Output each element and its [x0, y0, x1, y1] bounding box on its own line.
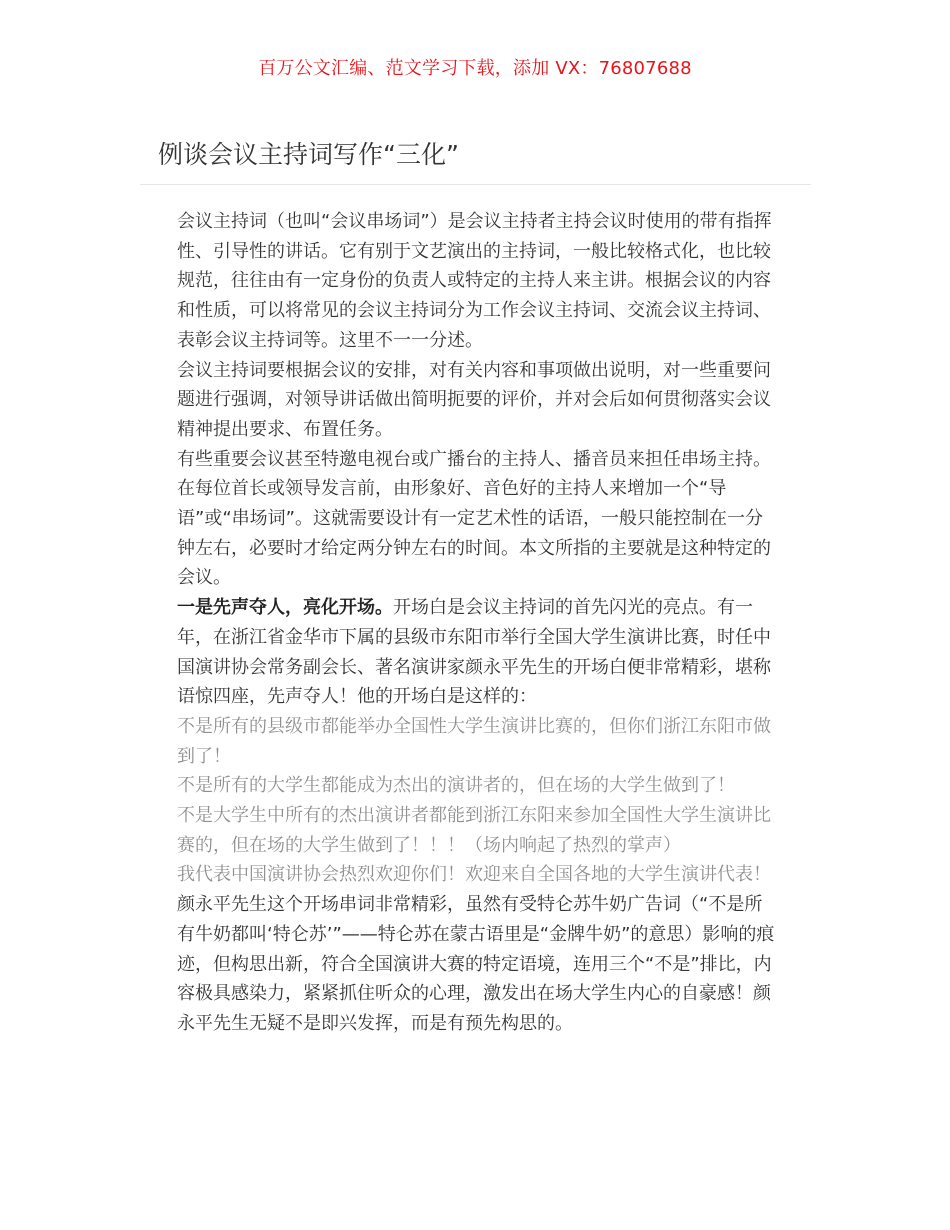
paragraph-special-meetings: 有些重要会议甚至特邀电视台或广播台的主持人、播音员来担任串场主持。在每位首长或领导发言前，由形象好、音色好的主持人来增加一个“导语”或“串场词”。这就需要设计有一定艺术性的话语，一般只能控制在一分钟左右，必要时才给定两分钟左右的时间。本文所指的主要就是这种特定的会议。	[177, 448, 771, 589]
paragraph-purpose: 会议主持词要根据会议的安排，对有关内容和事项做出说明，对一些重要问题进行强调，对领导讲话做出简明扼要的评价，并对会后如何贯彻落实会议精神提出要求、布置任务。	[177, 359, 771, 440]
article-body	[177, 207, 775, 1039]
article-title: 例谈会议主持词写作“三化”	[158, 140, 459, 169]
point-one-text: 开场白是会议主持词的首先闪光的亮点。有一年，在浙江省金华市下属的县级市东阳市举行全国大学生演讲比赛，时任中国演讲协会常务副会长、著名演讲家颜永平先生的开场白便非常精彩，堪称语惊四座，先声夺人！他的开场白是这样的：	[177, 597, 771, 708]
quote-line-4: 我代表中国演讲协会热烈欢迎你们！欢迎来自全国各地的大学生演讲代表！	[177, 864, 771, 886]
title-divider	[140, 184, 811, 185]
quote-line-1: 不是所有的县级市都能举办全国性大学生演讲比赛的，但你们浙江东阳市做到了！	[177, 715, 771, 767]
paragraph-point-one	[177, 593, 775, 712]
paragraph-analysis: 颜永平先生这个开场串词非常精彩，虽然有受特仑苏牛奶广告词（“不是所有牛奶都叫‘特仑苏’”——特仑苏在蒙古语里是“金牌牛奶”的意思）影响的痕迹，但构思出新，符合全国演讲大赛的特定语境，连用三个“不是”排比，内容极具感染力，紧紧抓住听众的心理，激发出在场大学生内心的自豪感！颜永平先生无疑不是即兴发挥，而是有预先构思的。	[177, 894, 775, 1034]
point-one-lead: 一是先声夺人，亮化开场。	[177, 597, 393, 619]
quote-line-2: 不是所有的大学生都能成为杰出的演讲者的，但在场的大学生做到了！	[177, 775, 735, 797]
header-banner: 百万公文汇编、范文学习下载，添加 VX：76807688	[258, 58, 692, 79]
paragraph-intro: 会议主持词（也叫“会议串场词”）是会议主持者主持会议时使用的带有指挥性、引导性的讲话。它有别于文艺演出的主持词，一般比较格式化，也比较规范，往往由有一定身份的负责人或特定的主持人来主讲。根据会议的内容和性质，可以将常见的会议主持词分为工作会议主持词、交流会议主持词、表彰会议主持词等。这里不一一分述。	[177, 211, 772, 351]
quote-line-3: 不是大学生中所有的杰出演讲者都能到浙江东阳来参加全国性大学生演讲比赛的，但在场的大学生做到了！！！（场内响起了热烈的掌声）	[177, 805, 771, 856]
